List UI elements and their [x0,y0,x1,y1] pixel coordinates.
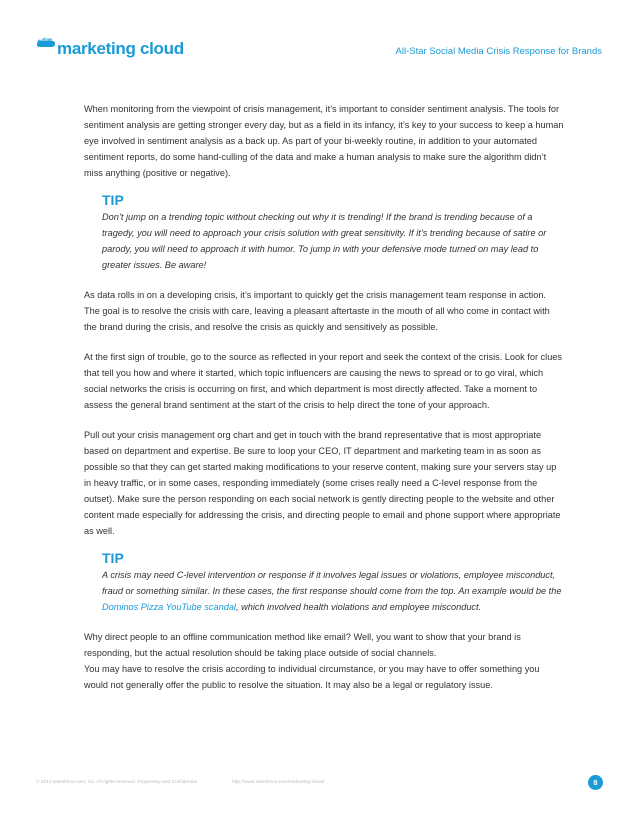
tip-text: Don’t jump on a trending topic without checking out why it is trending! If the brand is trending because of a tragedy, you will need to approach your crisis solution with great sensitivity. If it’s trending because of satire or parody, you will need to approach it with humor. To jump in with your defensive mode turned on may lead to greater issues. Be aware! [102,212,547,270]
document-title: All-Star Social Media Crisis Response for Brands [395,46,602,57]
tip-text-end: , which involved health violations and employee misconduct. [235,602,482,612]
paragraph-offline-communication: Why direct people to an offline communication method like email? Well, you want to show that your brand is responding, but the actual resolution should be taking place outside of social channels. [84,632,521,658]
logo-salesforce-text: salesforce [39,37,65,43]
main-content [84,101,564,707]
page-header [0,0,638,80]
footer-url-link[interactable]: http://www.salesforce.com/marketing-cloud/ [232,780,325,785]
page-footer [0,772,638,792]
copyright-text: © 2013 salesforce.com, inc. All rights reserved. Proprietary and Confidential [36,780,197,785]
paragraph-first-sign: At the first sign of trouble, go to the source as reflected in your report and seek the context of the crisis. Look for clues that tell you how and where it started, which topic influencers are causing the news to spread or to go viral, which social networks the crisis is occurring on first, and which department is most directly affected. Take a moment to assess the general brand sentiment at the start of the crisis to help direct the tone of your approach. [84,352,563,410]
paragraph-org-chart: Pull out your crisis management org chart and get in touch with the brand representative that is most appropriate based on department and expertise. Be sure to loop your CEO, IT department and marketing team in as soon as possible so that they can get started making modifications to your reserve content, making sure your servers stay up in heavy traffic, or in some cases, responding immediately (some crises really need a C-level response from the outset). Make sure the person responding on each social network is gently directing people to the website and other content made especially for addressing the crisis, and directing people to email and phone support where appropriate as well. [84,430,561,536]
tip-heading: TIP [102,192,124,208]
paragraph-resolve-circumstance: You may have to resolve the crisis according to individual circumstance, or you may have to offer something you would not generally offer the public to resolve the situation. It may also be a legal or regulatory issue. [84,664,540,690]
marketing-cloud-logo [36,34,184,64]
dominos-scandal-link[interactable]: Dominos Pizza YouTube scandal [102,602,236,612]
page-number-badge: 8 [588,775,603,790]
tip-box-c-level [102,549,564,615]
paragraph-data-rolls: As data rolls in on a developing crisis, it’s important to quickly get the crisis management team response in action. The goal is to resolve the crisis with care, leaving a pleasant aftertaste in the mouth of all who come in contact with the brand during the crisis, and resolve the crisis as quickly and sensitively as possible. [84,290,550,332]
logo-text: marketing cloud [57,39,184,58]
tip-heading: TIP [102,550,124,566]
tip-text [102,567,564,615]
tip-text-start: A crisis may need C-level intervention or response if it involves legal issues or violations, employee misconduct, fraud or something similar. In these cases, the first response should come from the top. An example would be the [102,570,562,596]
tip-box-trending [102,191,564,273]
paragraph-sentiment: When monitoring from the viewpoint of crisis management, it’s important to consider sentiment analysis. The tools for sentiment analysis are getting stronger every day, but as a field in its infancy, it’s key to your success to keep a human eye involved in sentiment analysis as a back up. As part of your bi-weekly routine, in addition to your automated sentiment reports, do some hand-culling of the data and make a human analysis to make sure the algorithm didn’t miss anything (positive or negative). [84,104,564,178]
